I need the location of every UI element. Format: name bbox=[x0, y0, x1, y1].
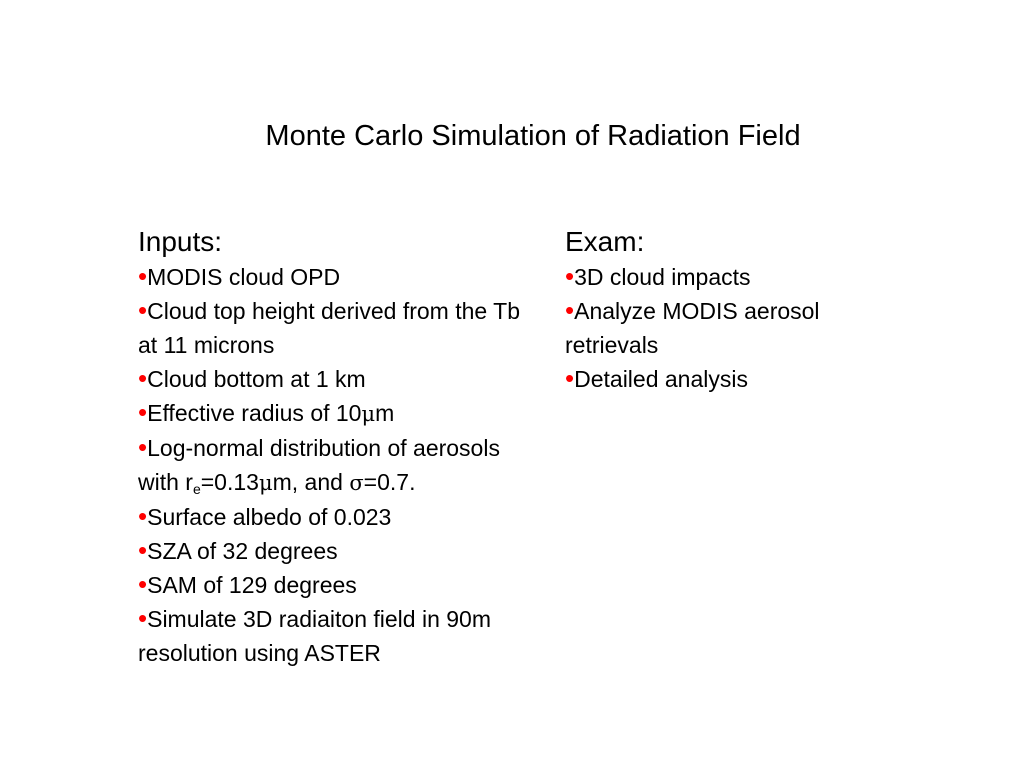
bullet-icon: • bbox=[138, 363, 148, 393]
list-item-text: Cloud bottom at 1 km bbox=[147, 366, 366, 392]
list-item-text: MODIS cloud OPD bbox=[147, 264, 341, 290]
list-item bbox=[138, 534, 534, 568]
bullet-icon: • bbox=[565, 261, 575, 291]
bullet-icon: • bbox=[565, 363, 575, 393]
list-item-text: 3D cloud impacts bbox=[574, 264, 751, 290]
list-item-text: SAM of 129 degrees bbox=[147, 572, 357, 598]
sigma-symbol: σ bbox=[349, 471, 364, 495]
inputs-list bbox=[138, 260, 534, 670]
list-item bbox=[138, 568, 534, 602]
list-item bbox=[138, 396, 534, 431]
list-item bbox=[138, 362, 534, 396]
list-item bbox=[138, 602, 534, 670]
list-item-text: Cloud top height derived from the Tb at 11 microns bbox=[138, 298, 521, 358]
list-item-text: Detailed analysis bbox=[574, 366, 748, 392]
list-item-text: Surface albedo of 0.023 bbox=[147, 504, 392, 530]
list-item bbox=[138, 500, 534, 534]
list-item bbox=[565, 294, 895, 362]
list-item bbox=[565, 260, 895, 294]
mu-symbol: μ bbox=[258, 471, 273, 495]
bullet-icon: • bbox=[138, 535, 148, 565]
bullet-icon: • bbox=[138, 261, 148, 291]
exam-heading: Exam: bbox=[565, 226, 645, 257]
subscript: e bbox=[192, 481, 201, 497]
bullet-icon: • bbox=[138, 295, 148, 325]
exam-column bbox=[565, 224, 895, 396]
bullet-icon: • bbox=[138, 603, 148, 633]
exam-list bbox=[565, 260, 895, 396]
list-item-text: Analyze MODIS aerosol retrievals bbox=[565, 298, 820, 358]
inputs-column bbox=[138, 224, 534, 670]
list-item-text: SZA of 32 degrees bbox=[147, 538, 338, 564]
list-item bbox=[138, 260, 534, 294]
bullet-icon: • bbox=[565, 295, 575, 325]
inputs-heading: Inputs: bbox=[138, 226, 223, 257]
list-item-text: Effective radius of 10μm bbox=[147, 400, 395, 426]
bullet-icon: • bbox=[138, 397, 148, 427]
bullet-icon: • bbox=[138, 432, 148, 462]
list-item bbox=[138, 431, 534, 500]
list-item-text: Log-normal distribution of aerosols with $r_e=0.13\mu m$, and σ=0.7. bbox=[138, 435, 500, 497]
mu-symbol: μ bbox=[361, 402, 376, 426]
list-item bbox=[565, 362, 895, 396]
list-item bbox=[138, 294, 534, 362]
slide-title: Monte Carlo Simulation of Radiation Field bbox=[265, 120, 801, 152]
bullet-icon: • bbox=[138, 501, 148, 531]
list-item-text: Simulate 3D radiaiton field in 90m resolution using ASTER bbox=[138, 606, 492, 666]
bullet-icon: • bbox=[138, 569, 148, 599]
